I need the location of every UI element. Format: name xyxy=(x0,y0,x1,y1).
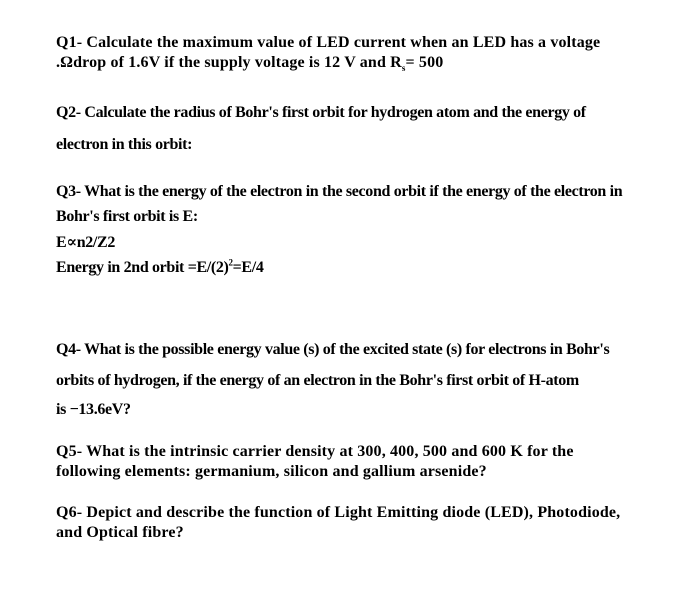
q3-exponent: 2 xyxy=(228,257,233,268)
q1-line-2-text: .Ωdrop of 1.6V if the supply voltage is 12 V and R xyxy=(56,54,402,71)
q4-line-2: orbits of hydrogen, if the energy of an electron in the Bohr's first orbit of H-atom xyxy=(56,372,579,389)
q6-line-1: Q6- Depict and describe the function of Light Emitting diode (LED), Photodiode, xyxy=(56,504,621,521)
q5-line-2: following elements: germanium, silicon and gallium arsenide? xyxy=(56,463,487,480)
q1-line-1: Q1- Calculate the maximum value of LED current when an LED has a voltage xyxy=(56,34,601,51)
q3-energy-line xyxy=(56,258,263,278)
q4-line-1: Q4- What is the possible energy value (s) of the excited state (s) for electrons in Bohr's xyxy=(56,341,610,358)
q2-line-1: Q2- Calculate the radius of Bohr's first orbit for hydrogen atom and the energy of xyxy=(56,104,586,121)
q3-energy-text: Energy in 2nd orbit =E/(2) xyxy=(56,259,229,276)
q3-line-1: Q3- What is the energy of the electron in the second orbit if the energy of the electron in xyxy=(56,183,623,200)
q1-line-2 xyxy=(56,53,443,73)
q3-formula: E∝n2/Z2 xyxy=(56,234,115,251)
q6-line-2: and Optical fibre? xyxy=(56,524,184,541)
q3-line-2: Bohr's first orbit is E: xyxy=(56,208,198,225)
q1-resistor-subscript: s xyxy=(401,63,406,74)
q5-line-1: Q5- What is the intrinsic carrier density at 300, 400, 500 and 600 K for the xyxy=(56,443,574,460)
q2-line-2: electron in this orbit: xyxy=(56,136,193,153)
q3-energy-tail: =E/4 xyxy=(232,259,264,276)
q4-line-3: is −13.6eV? xyxy=(56,401,131,418)
q1-line-2-tail: = 500 xyxy=(405,54,444,71)
